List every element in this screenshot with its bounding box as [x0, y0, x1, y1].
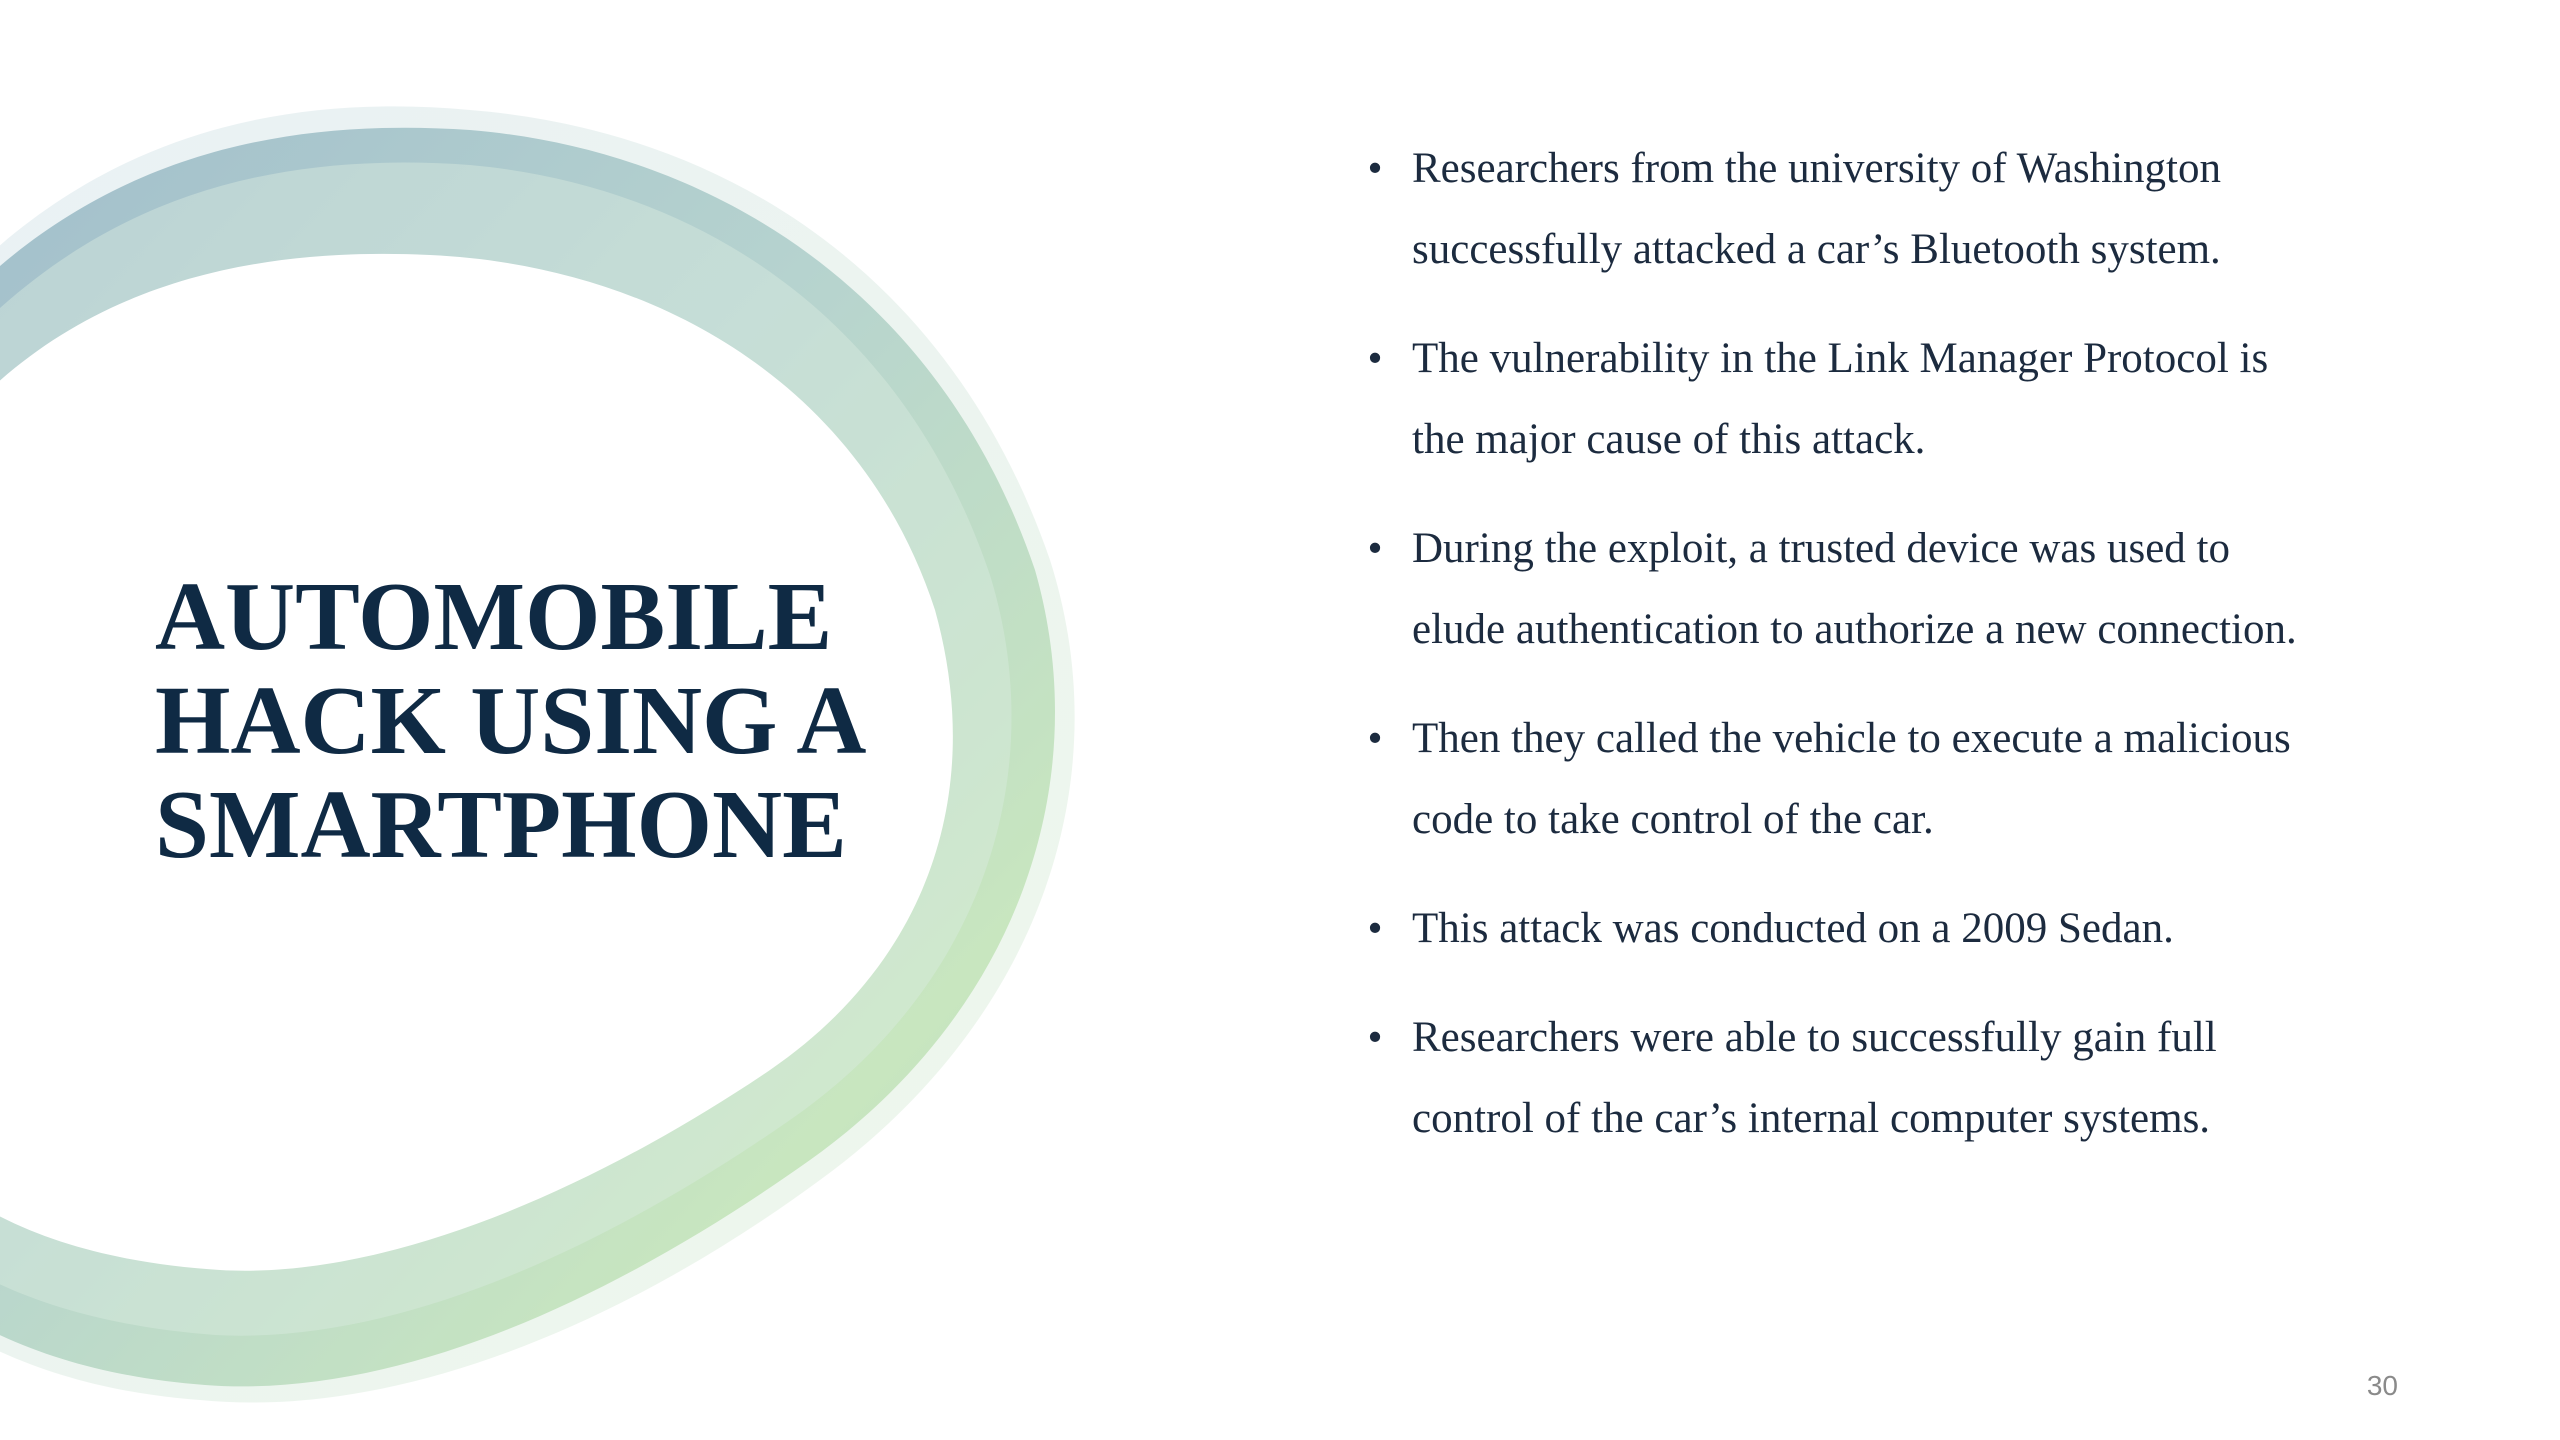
bullet-item: [1360, 997, 2440, 1159]
bullet-line-2: elude authentication to authorize a new connection.: [1412, 606, 2297, 653]
bullet-line-2: code to take control of the car.: [1412, 796, 1934, 843]
bullet-icon: •: [1367, 145, 1383, 192]
bullet-line-2: the major cause of this attack.: [1412, 416, 1926, 463]
bullet-item: [1360, 508, 2440, 670]
bullet-icon: •: [1367, 1014, 1383, 1061]
title-line-3: SMARTPHONE: [155, 771, 847, 878]
title-line-1: AUTOMOBILE: [155, 563, 833, 670]
bullet-line-1: Researchers were able to successfully gain full: [1412, 1014, 2217, 1061]
page-number: 30: [2366, 1370, 2398, 1401]
bullet-line-1: Researchers from the university of Washington: [1412, 145, 2221, 192]
bullet-item: [1360, 698, 2440, 860]
bullet-item: [1360, 318, 2440, 480]
bullet-icon: •: [1367, 525, 1383, 572]
bullet-icon: •: [1367, 905, 1383, 952]
bullet-item: [1360, 128, 2440, 290]
bullet-icon: •: [1367, 335, 1383, 382]
slide-title: [155, 565, 935, 877]
bullet-line-2: control of the car’s internal computer systems.: [1412, 1095, 2211, 1142]
bullet-line-1: Then they called the vehicle to execute a malicious: [1412, 715, 2291, 762]
title-line-2: HACK USING A: [155, 667, 867, 774]
bullet-item: [1360, 888, 2440, 969]
bullet-line-2: successfully attacked a car’s Bluetooth system.: [1412, 226, 2221, 273]
bullet-list: [1360, 128, 2440, 1187]
bullet-line-1: The vulnerability in the Link Manager Protocol is: [1412, 335, 2269, 382]
bullet-line-1: During the exploit, a trusted device was used to: [1412, 525, 2230, 572]
bullet-icon: •: [1367, 715, 1383, 762]
bullet-line-1: This attack was conducted on a 2009 Sedan.: [1412, 905, 2174, 952]
